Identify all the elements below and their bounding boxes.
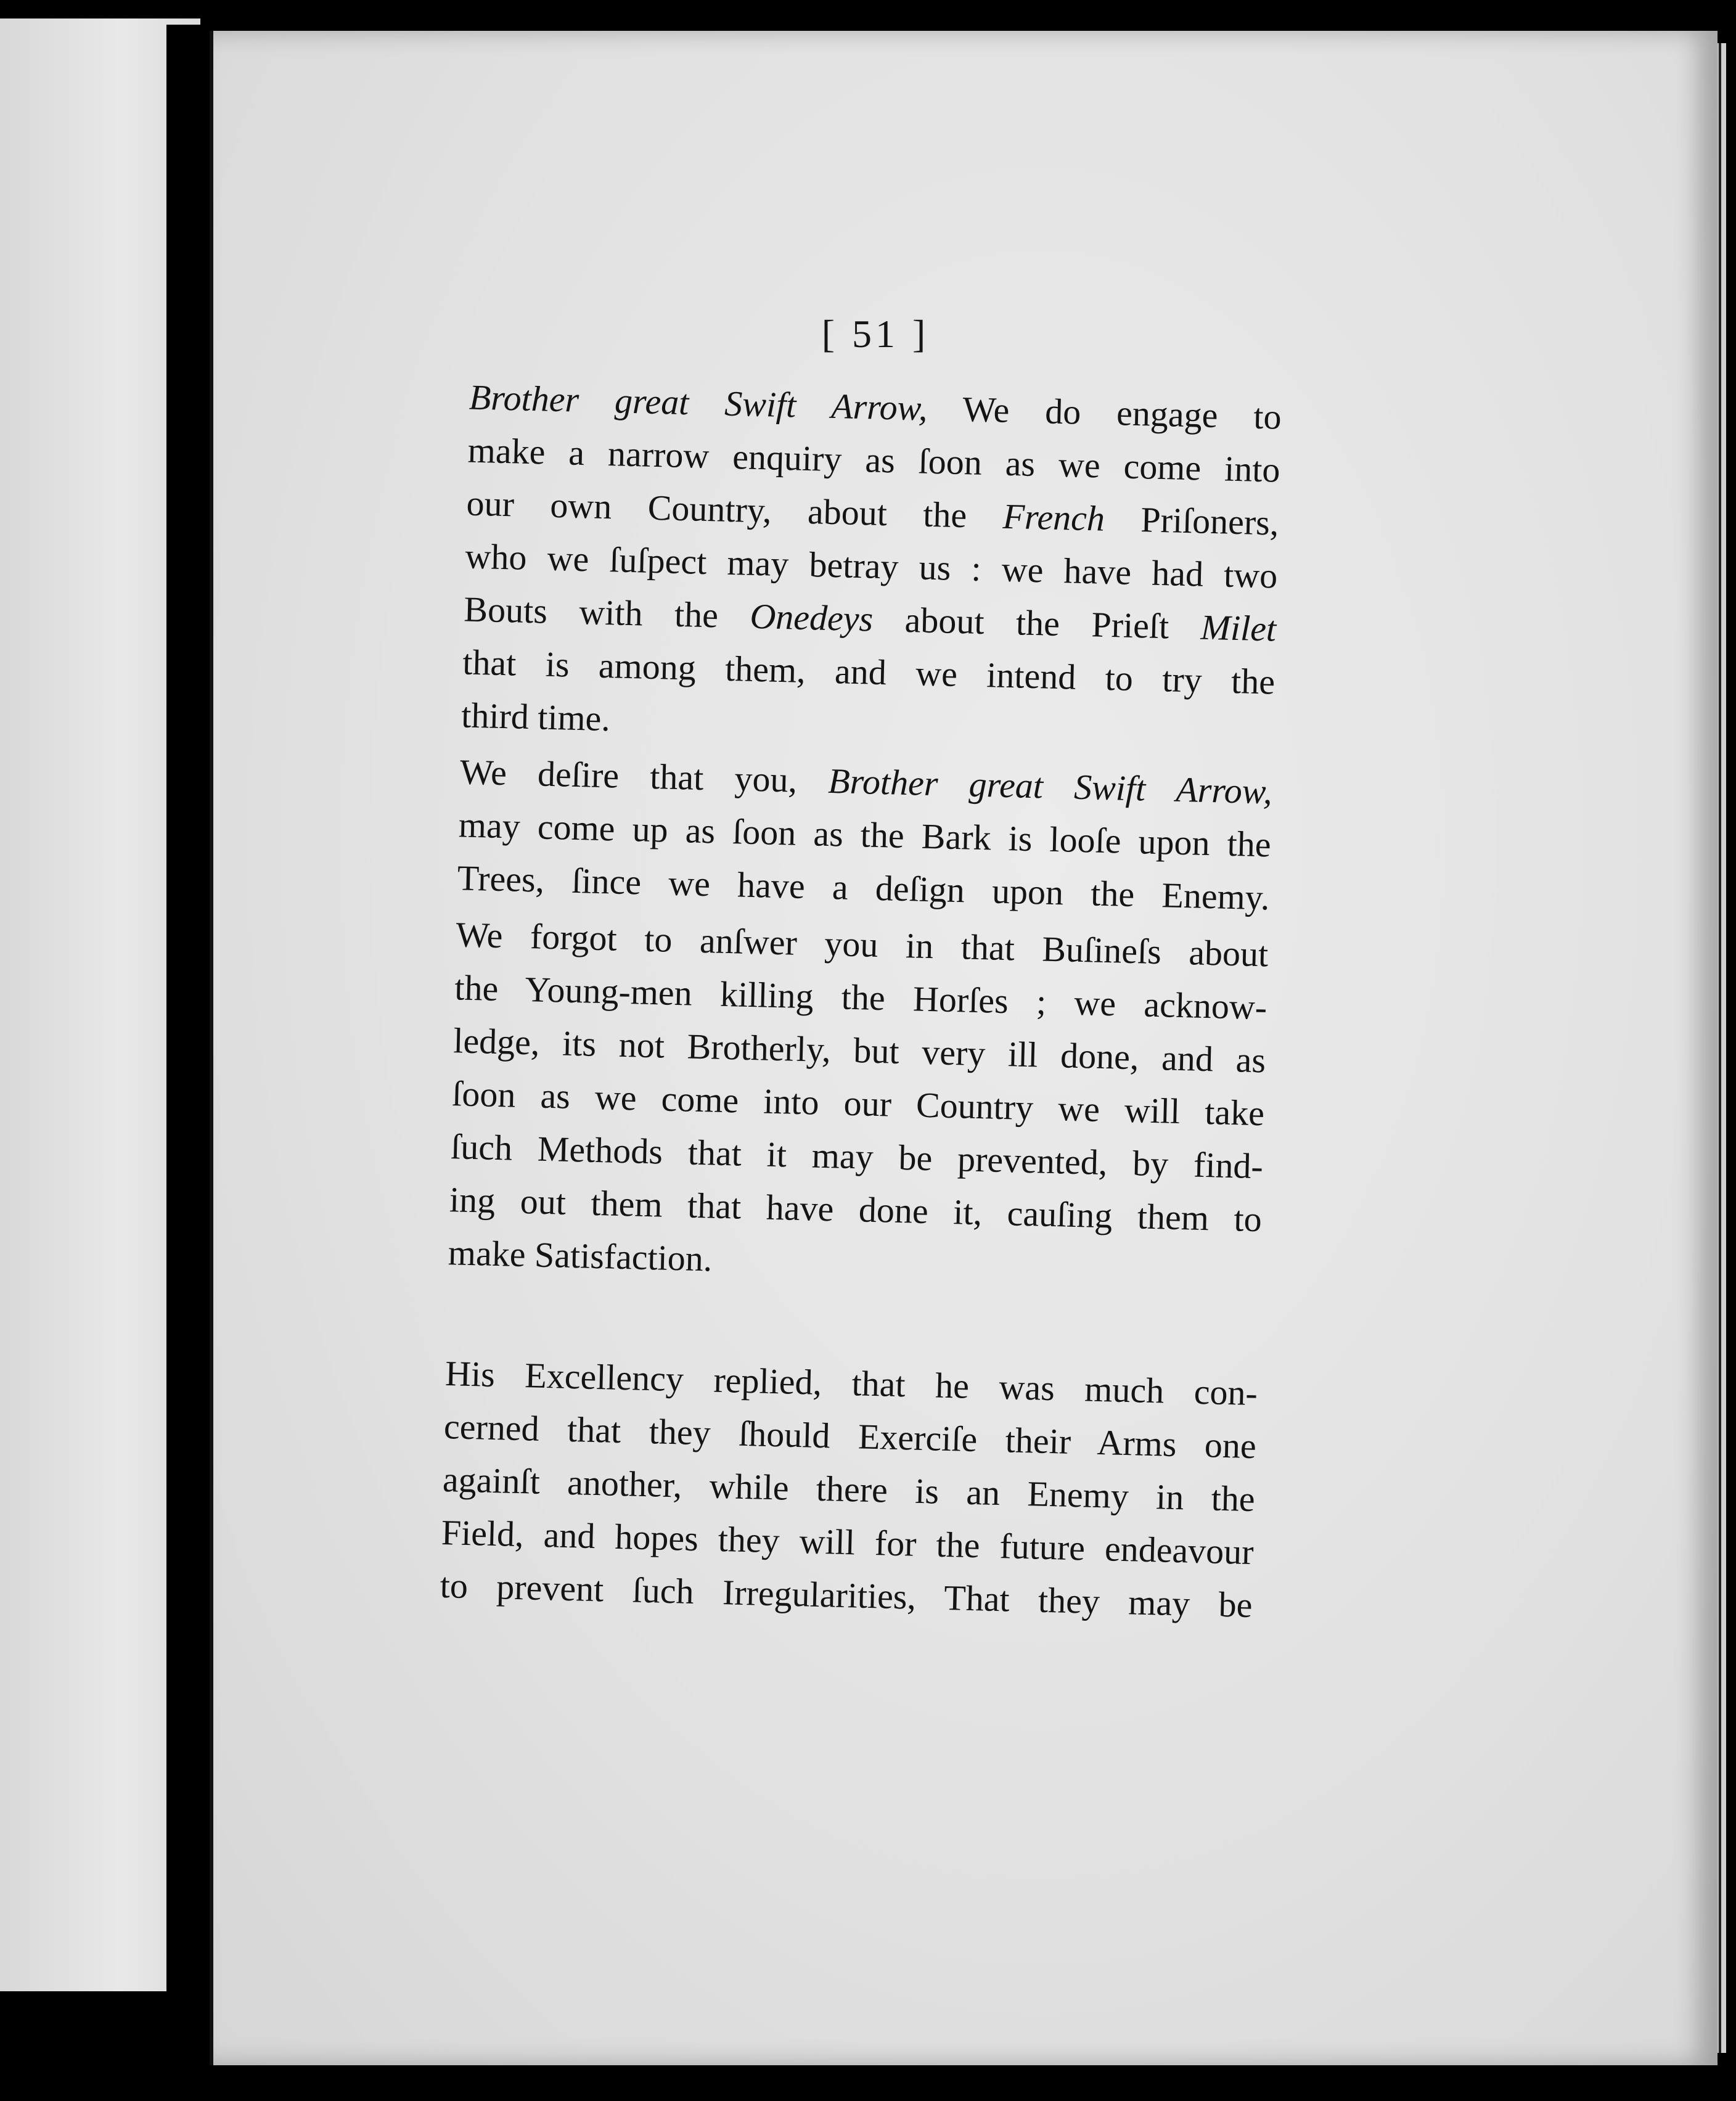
italic-phrase: Onedeys [749, 596, 874, 639]
text-span: ſoon as we come into our Country we will take [451, 1073, 1265, 1134]
text-span: His Excellency replied, that he was much con- [444, 1353, 1258, 1414]
italic-phrase: Brother great Swift Arrow, [469, 377, 928, 428]
paragraph-3 [409, 907, 1269, 1300]
text-span: Priſoners, [1104, 498, 1280, 543]
paragraph-4 [401, 1346, 1258, 1632]
paragraph-1 [422, 370, 1282, 762]
text-span: ing out them that have done it, cauſing them to [449, 1179, 1263, 1240]
text-span: that is among them, and we intend to try the [462, 642, 1275, 702]
page-body-text [401, 370, 1282, 1632]
text-span: may come up as ſoon as the Bark is looſe upon the [458, 805, 1272, 865]
text-span: our own Country, about the [465, 483, 1004, 536]
book-gutter [166, 25, 216, 2028]
text-span: ſuch Methods that it may be prevented, by find- [450, 1126, 1264, 1187]
text-span: make a narrow enquiry as ſoon as we come into [467, 430, 1281, 490]
text-span: Field, and hopes they will for the future endeavour [441, 1512, 1255, 1573]
text-span: about the Prieſt [872, 599, 1202, 647]
italic-phrase: Brother great Swift Arrow, [827, 760, 1273, 812]
text-span: Bouts with the [463, 589, 751, 636]
text-span: the Young-men killing the Horſes ; we acknow- [454, 967, 1267, 1028]
paragraph-2 [419, 745, 1273, 925]
text-span: We forgot to anſwer you in that Buſineſs about [455, 914, 1269, 975]
text-span: cerned that they ſhould Exerciſe their Arms one [443, 1406, 1257, 1467]
text-span: to prevent ſuch Irregularities, That they may be [440, 1565, 1253, 1626]
text-span: We do engage to [927, 388, 1282, 437]
italic-phrase: French [1002, 496, 1105, 539]
text-span: who we ſuſpect may betray us : we have had two [464, 536, 1279, 596]
page-number: [ 51 ] [821, 312, 930, 356]
text-span: againſt another, while there is an Enemy in the [442, 1459, 1256, 1520]
text-span: Trees, ſince we have a deſign upon the Enemy. [457, 858, 1271, 918]
text-span: third time. [461, 695, 611, 739]
text-span: We deſire that you, [459, 752, 829, 801]
text-span: make Satisfaction. [448, 1232, 713, 1279]
italic-phrase: Milet [1200, 607, 1277, 649]
text-span: ledge, its not Brotherly, but very ill done, and as [452, 1020, 1266, 1081]
